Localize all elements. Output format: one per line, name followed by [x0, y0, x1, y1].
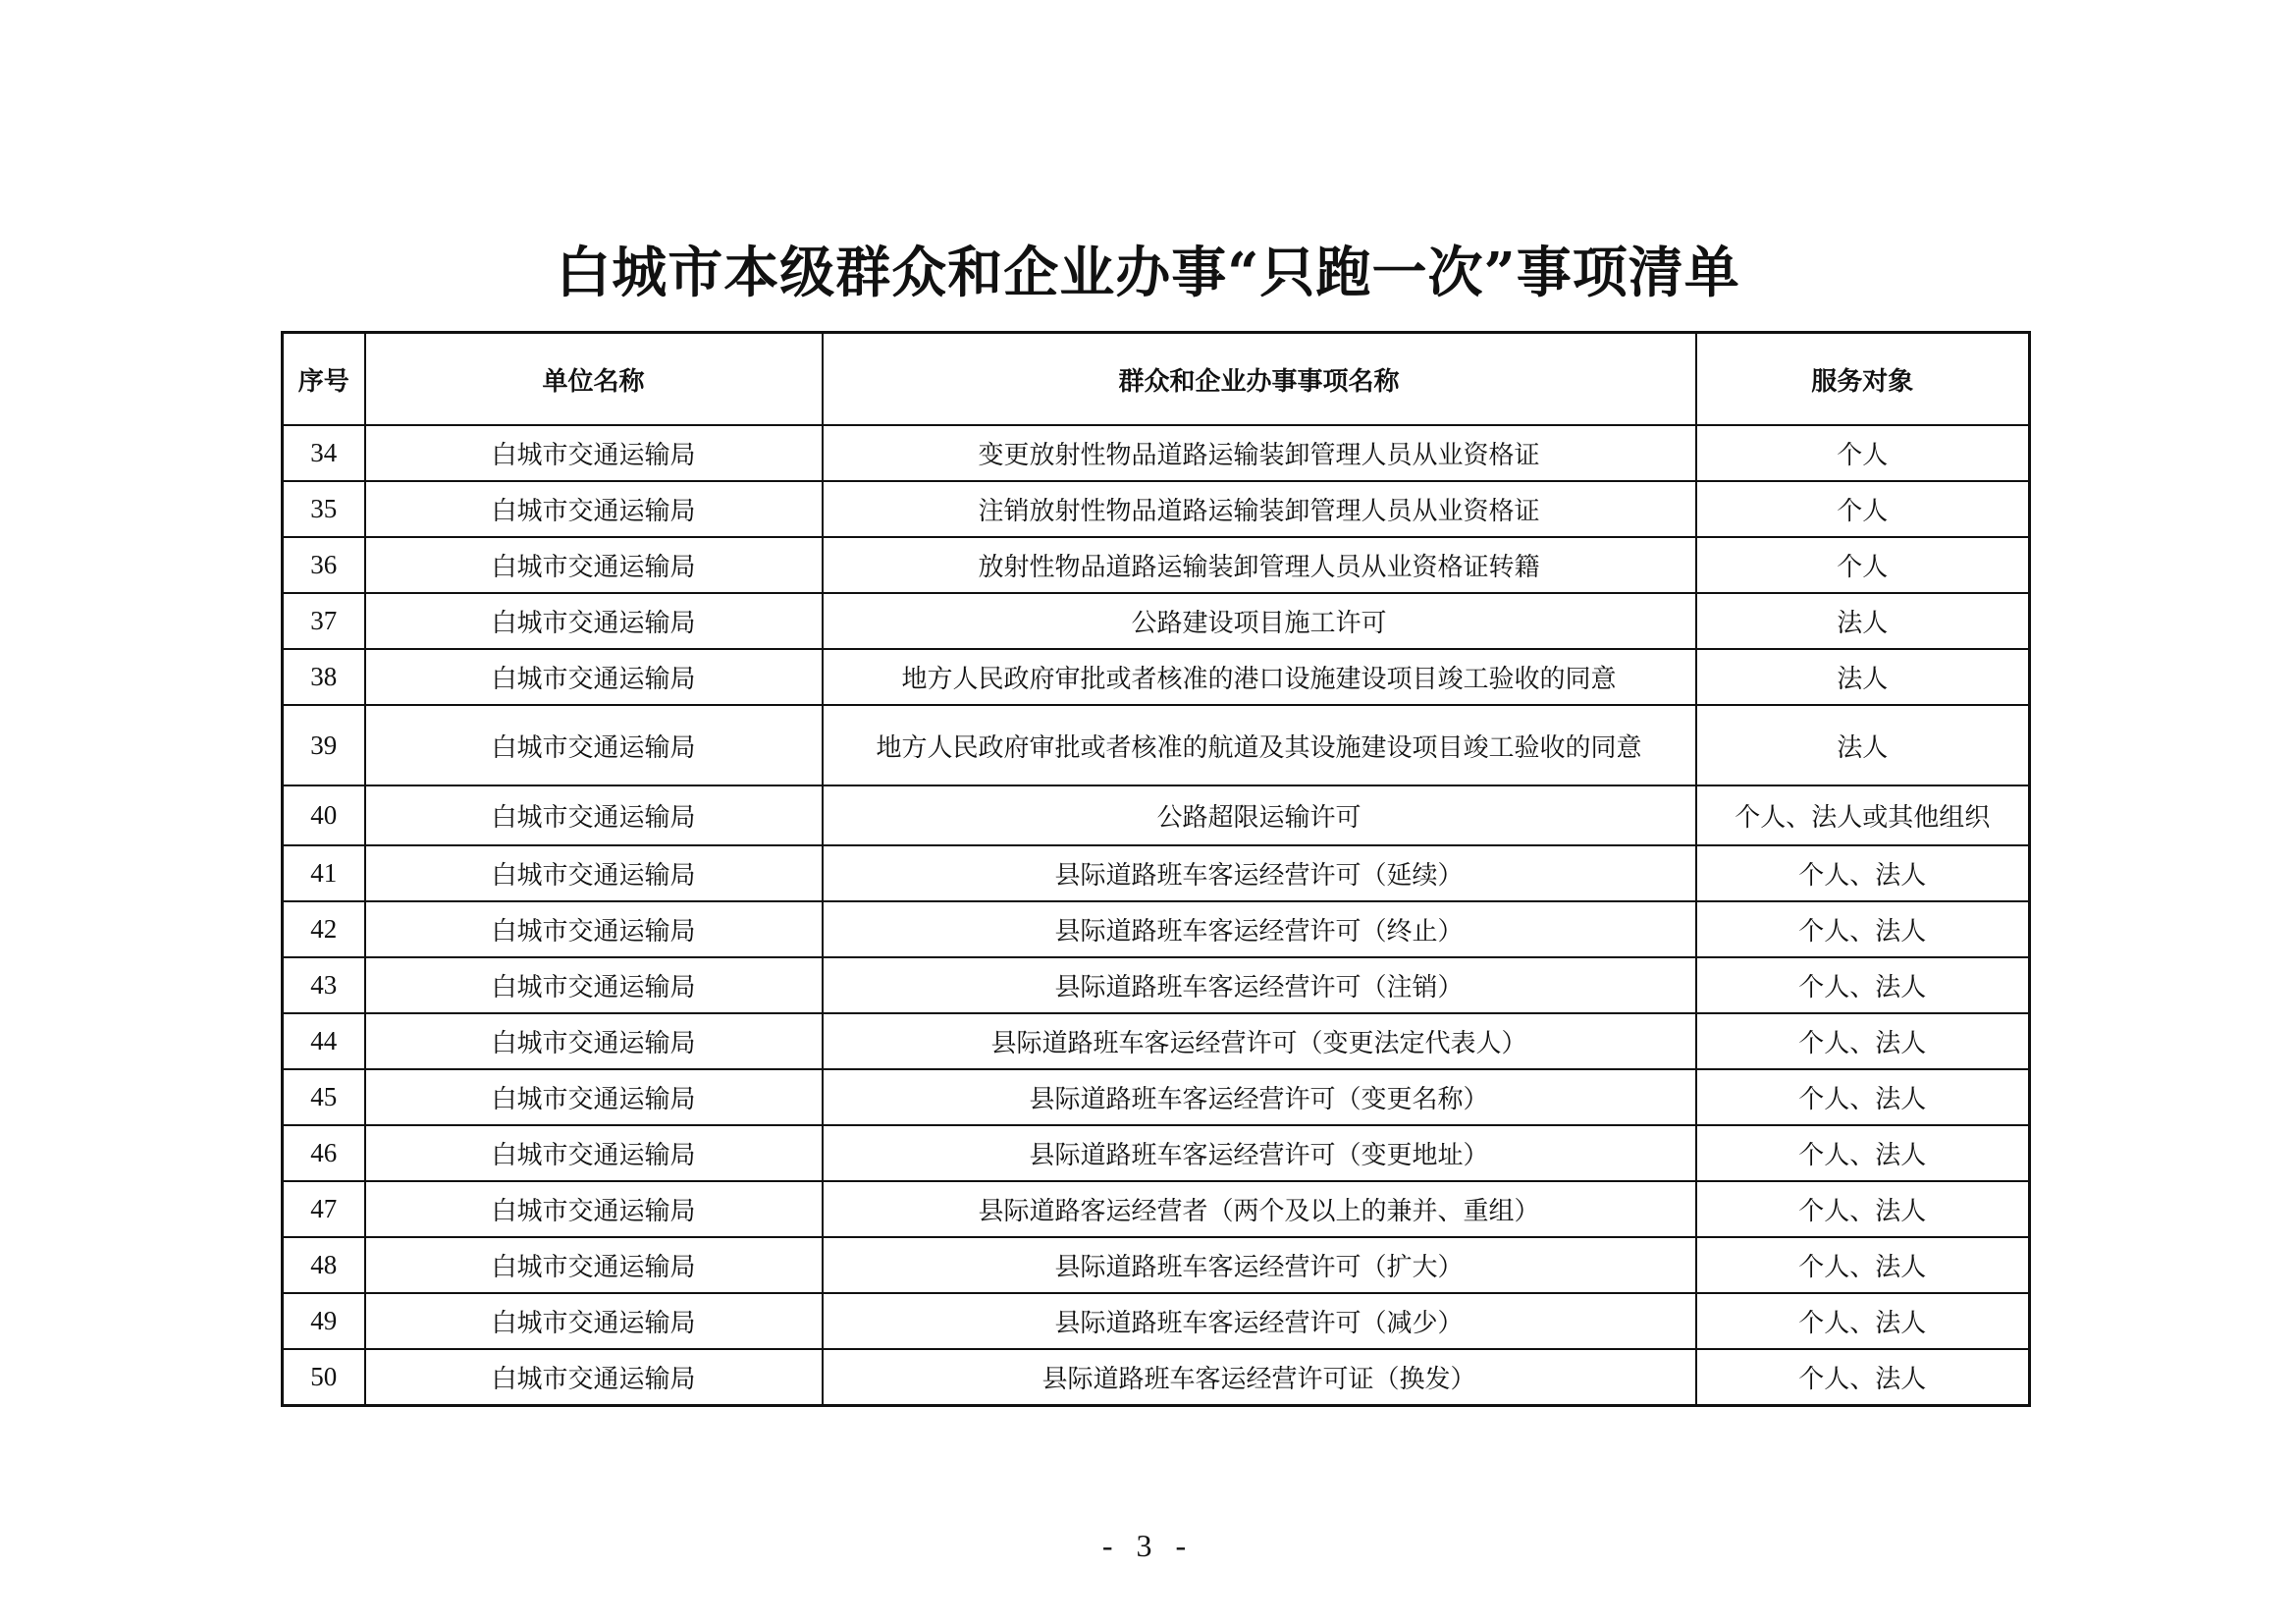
cell-unit: 白城市交通运输局 [365, 845, 823, 901]
page-title: 白城市本级群众和企业办事“只跑一次”事项清单 [556, 241, 1740, 305]
cell-no: 35 [283, 481, 365, 537]
cell-target: 法人 [1696, 705, 2030, 785]
cell-target: 个人 [1696, 425, 2030, 481]
cell-no: 39 [283, 705, 365, 785]
cell-unit: 白城市交通运输局 [365, 1237, 823, 1293]
table-header-row [283, 333, 2030, 426]
cell-unit: 白城市交通运输局 [365, 1293, 823, 1349]
table-row [283, 1181, 2030, 1237]
cell-item: 注销放射性物品道路运输装卸管理人员从业资格证 [823, 481, 1696, 537]
cell-target: 个人、法人 [1696, 1293, 2030, 1349]
cell-no: 45 [283, 1069, 365, 1125]
cell-item: 公路建设项目施工许可 [823, 593, 1696, 649]
header-target: 服务对象 [1696, 333, 2030, 426]
cell-target: 个人、法人 [1696, 1237, 2030, 1293]
cell-unit: 白城市交通运输局 [365, 425, 823, 481]
cell-item: 县际道路班车客运经营许可（变更地址） [823, 1125, 1696, 1181]
cell-unit: 白城市交通运输局 [365, 705, 823, 785]
cell-unit: 白城市交通运输局 [365, 1181, 823, 1237]
cell-item: 地方人民政府审批或者核准的港口设施建设项目竣工验收的同意 [823, 649, 1696, 705]
table-row [283, 785, 2030, 845]
cell-target: 个人 [1696, 481, 2030, 537]
table-row [283, 649, 2030, 705]
cell-target: 个人、法人 [1696, 1069, 2030, 1125]
cell-item: 县际道路班车客运经营许可（扩大） [823, 1237, 1696, 1293]
cell-target: 个人、法人 [1696, 1181, 2030, 1237]
cell-target: 个人、法人 [1696, 1013, 2030, 1069]
table-row [283, 1237, 2030, 1293]
cell-target: 个人、法人 [1696, 1125, 2030, 1181]
cell-target: 个人、法人 [1696, 845, 2030, 901]
cell-unit: 白城市交通运输局 [365, 537, 823, 593]
cell-item: 放射性物品道路运输装卸管理人员从业资格证转籍 [823, 537, 1696, 593]
cell-target: 个人 [1696, 537, 2030, 593]
cell-unit: 白城市交通运输局 [365, 649, 823, 705]
cell-no: 43 [283, 957, 365, 1013]
cell-item: 县际道路班车客运经营许可（注销） [823, 957, 1696, 1013]
table-row [283, 1069, 2030, 1125]
cell-item: 县际道路班车客运经营许可（变更法定代表人） [823, 1013, 1696, 1069]
table-row [283, 481, 2030, 537]
cell-item: 县际道路班车客运经营许可证（换发） [823, 1349, 1696, 1406]
items-table [281, 331, 2031, 1407]
cell-no: 42 [283, 901, 365, 957]
cell-unit: 白城市交通运输局 [365, 957, 823, 1013]
table-row [283, 1349, 2030, 1406]
cell-target: 法人 [1696, 593, 2030, 649]
cell-target: 个人、法人 [1696, 957, 2030, 1013]
cell-item: 县际道路班车客运经营许可（终止） [823, 901, 1696, 957]
table-row [283, 845, 2030, 901]
table-row [283, 1125, 2030, 1181]
cell-no: 50 [283, 1349, 365, 1406]
cell-item: 变更放射性物品道路运输装卸管理人员从业资格证 [823, 425, 1696, 481]
cell-unit: 白城市交通运输局 [365, 1013, 823, 1069]
table-row [283, 957, 2030, 1013]
table-row [283, 1293, 2030, 1349]
cell-no: 49 [283, 1293, 365, 1349]
cell-unit: 白城市交通运输局 [365, 901, 823, 957]
cell-unit: 白城市交通运输局 [365, 1349, 823, 1406]
cell-no: 36 [283, 537, 365, 593]
cell-item: 地方人民政府审批或者核准的航道及其设施建设项目竣工验收的同意 [823, 705, 1696, 785]
cell-target: 个人、法人 [1696, 1349, 2030, 1406]
cell-target: 个人、法人或其他组织 [1696, 785, 2030, 845]
cell-no: 37 [283, 593, 365, 649]
table-row [283, 537, 2030, 593]
cell-no: 41 [283, 845, 365, 901]
table-row [283, 705, 2030, 785]
header-unit: 单位名称 [365, 333, 823, 426]
table-row [283, 1013, 2030, 1069]
cell-item: 县际道路班车客运经营许可（变更名称） [823, 1069, 1696, 1125]
cell-item: 县际道路班车客运经营许可（延续） [823, 845, 1696, 901]
header-item: 群众和企业办事事项名称 [823, 333, 1696, 426]
cell-no: 38 [283, 649, 365, 705]
cell-target: 个人、法人 [1696, 901, 2030, 957]
table-container [281, 331, 2028, 1407]
page-number: - 3 - [1101, 1528, 1195, 1563]
cell-item: 公路超限运输许可 [823, 785, 1696, 845]
cell-item: 县际道路班车客运经营许可（减少） [823, 1293, 1696, 1349]
header-no: 序号 [283, 333, 365, 426]
table-row [283, 425, 2030, 481]
cell-unit: 白城市交通运输局 [365, 1125, 823, 1181]
cell-unit: 白城市交通运输局 [365, 785, 823, 845]
table-row [283, 593, 2030, 649]
cell-no: 34 [283, 425, 365, 481]
cell-no: 48 [283, 1237, 365, 1293]
cell-no: 47 [283, 1181, 365, 1237]
cell-unit: 白城市交通运输局 [365, 593, 823, 649]
cell-no: 46 [283, 1125, 365, 1181]
cell-unit: 白城市交通运输局 [365, 1069, 823, 1125]
cell-no: 40 [283, 785, 365, 845]
table-row [283, 901, 2030, 957]
cell-item: 县际道路客运经营者（两个及以上的兼并、重组） [823, 1181, 1696, 1237]
cell-no: 44 [283, 1013, 365, 1069]
cell-unit: 白城市交通运输局 [365, 481, 823, 537]
cell-target: 法人 [1696, 649, 2030, 705]
